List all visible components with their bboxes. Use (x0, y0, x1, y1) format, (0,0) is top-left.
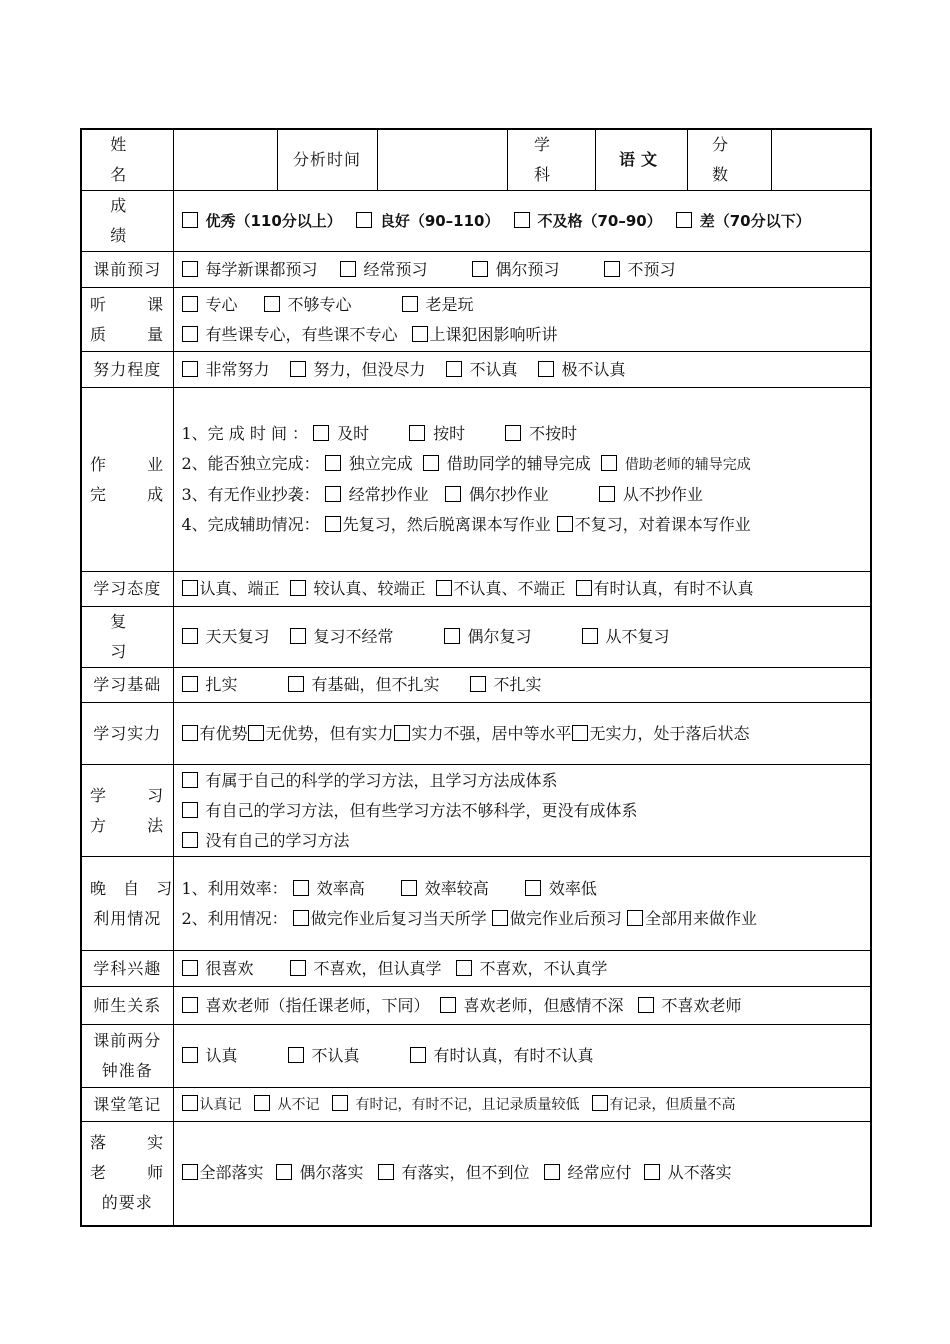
review-option[interactable]: 偶尔复习 (444, 627, 532, 646)
checkbox[interactable] (276, 1164, 292, 1180)
row-strength (81, 703, 871, 765)
evening-option[interactable]: 做完作业后复习当天所学 (293, 909, 487, 928)
homework-q1: 1、完 成 时 间 ： (181, 424, 309, 443)
evening-label: 晚 自 习 利用情况 (81, 857, 173, 951)
implement-label: 落 实 老 师 的要求 (81, 1122, 173, 1226)
effort-option[interactable]: 不认真 (446, 360, 518, 379)
checkbox[interactable] (290, 580, 306, 596)
interest-label: 学科兴趣 (81, 951, 173, 987)
row-review (81, 607, 871, 668)
two-minute-option[interactable]: 有时认真，有时不认真 (410, 1046, 594, 1065)
checkbox[interactable] (514, 212, 530, 228)
checkbox[interactable] (601, 455, 617, 471)
checkbox[interactable] (378, 1164, 394, 1180)
checkbox[interactable] (182, 212, 198, 228)
checkbox[interactable] (182, 1164, 198, 1180)
evening-q2: 2、利用情况： (181, 908, 288, 928)
grades-option[interactable]: 良好（90–110） (356, 211, 500, 230)
name-field[interactable] (173, 129, 277, 191)
notes-option[interactable]: 从不记 (254, 1094, 320, 1113)
attitude-option[interactable]: 较认真、较端正 (290, 579, 426, 598)
subject-label: 学 科 (507, 129, 595, 191)
row-interest (81, 951, 871, 987)
checkbox[interactable] (182, 960, 198, 976)
homework-q2: 2、能否独立完成： (181, 454, 320, 473)
row-implement (81, 1122, 871, 1226)
checkbox[interactable] (436, 580, 452, 596)
notes-label: 课堂笔记 (81, 1088, 173, 1122)
analysis-time-field[interactable] (377, 129, 507, 191)
checkbox[interactable] (525, 880, 541, 896)
checkbox[interactable] (325, 516, 341, 532)
checkbox[interactable] (644, 1164, 660, 1180)
attitude-option[interactable]: 认真、端正 (182, 579, 280, 598)
evening-q1: 1、利用效率： (181, 878, 288, 898)
review-option[interactable]: 天天复习 (182, 627, 270, 646)
checkbox[interactable] (288, 1047, 304, 1063)
foundation-label: 学习基础 (81, 668, 173, 703)
review-options (173, 607, 871, 668)
checkbox[interactable] (290, 628, 306, 644)
two-minute-label: 课前两分 钟准备 (81, 1025, 173, 1088)
notes-option[interactable]: 有时记，有时不记，且记录质量较低 (332, 1094, 580, 1113)
checkbox[interactable] (676, 212, 692, 228)
grades-option[interactable]: 优秀（110分以上） (182, 211, 342, 230)
attitude-options (173, 572, 871, 607)
checkbox[interactable] (182, 261, 198, 277)
checkbox[interactable] (492, 910, 508, 926)
attitude-label: 学习态度 (81, 572, 173, 607)
checkbox[interactable] (402, 296, 418, 312)
row-homework (81, 388, 871, 572)
relation-option[interactable]: 喜欢老师，但感情不深 (440, 996, 624, 1015)
checkbox[interactable] (182, 296, 198, 312)
checkbox[interactable] (182, 832, 198, 848)
listening-option[interactable]: 上课犯困影响听讲 (412, 325, 558, 344)
score-label: 分 数 (687, 129, 771, 191)
checkbox[interactable] (356, 212, 372, 228)
relation-option[interactable]: 喜欢老师（指任课老师，下同） (182, 996, 430, 1015)
checkbox[interactable] (410, 1047, 426, 1063)
evaluation-table (80, 128, 872, 1227)
analysis-time-label: 分析时间 (277, 129, 377, 191)
review-option[interactable]: 从不复习 (582, 627, 670, 646)
review-option[interactable]: 复习不经常 (290, 627, 394, 646)
interest-options (173, 951, 871, 987)
interest-option[interactable]: 不喜欢，不认真学 (456, 959, 608, 978)
implement-option[interactable]: 有落实，但不到位 (378, 1163, 530, 1182)
row-listening (81, 288, 871, 352)
homework-option[interactable]: 独立完成 (325, 454, 413, 473)
checkbox[interactable] (248, 725, 264, 741)
checkbox[interactable] (440, 997, 456, 1013)
preview-option[interactable]: 经常预习 (340, 260, 428, 279)
evening-option[interactable]: 效率较高 (401, 879, 489, 898)
interest-option[interactable]: 很喜欢 (182, 959, 254, 978)
grades-label: 成 绩 (81, 191, 173, 252)
attitude-option[interactable]: 不认真、不端正 (436, 579, 566, 598)
checkbox[interactable] (604, 261, 620, 277)
listening-option[interactable]: 老是玩 (402, 295, 474, 314)
checkbox[interactable] (325, 486, 341, 502)
homework-option[interactable]: 先复习，然后脱离课本写作业 (325, 515, 551, 534)
strength-option[interactable]: 实力不强，居中等水平 (394, 724, 572, 743)
checkbox[interactable] (592, 1095, 608, 1111)
checkbox[interactable] (505, 425, 521, 441)
checkbox[interactable] (254, 1095, 270, 1111)
checkbox[interactable] (582, 628, 598, 644)
relation-options (173, 987, 871, 1025)
checkbox[interactable] (409, 425, 425, 441)
strength-options (173, 703, 871, 765)
checkbox[interactable] (544, 1164, 560, 1180)
method-option[interactable]: 有属于自己的科学的学习方法，且学习方法成体系 (182, 766, 863, 796)
listening-option[interactable]: 不够专心 (264, 295, 352, 314)
grades-options (173, 191, 871, 252)
checkbox[interactable] (293, 910, 309, 926)
strength-option[interactable]: 无实力，处于落后状态 (572, 724, 750, 743)
checkbox[interactable] (599, 486, 615, 502)
method-option[interactable]: 没有自己的学习方法 (182, 826, 863, 856)
evening-option[interactable]: 全部用来做作业 (627, 909, 757, 928)
preview-options (173, 252, 871, 288)
checkbox[interactable] (456, 960, 472, 976)
evening-option[interactable]: 效率低 (525, 879, 597, 898)
foundation-options (173, 668, 871, 703)
checkbox[interactable] (576, 580, 592, 596)
subject-value: 语文 (595, 129, 687, 191)
checkbox[interactable] (293, 880, 309, 896)
listening-options (173, 288, 871, 352)
effort-label: 努力程度 (81, 352, 173, 388)
checkbox[interactable] (572, 725, 588, 741)
review-label: 复 习 (81, 607, 173, 668)
row-preview (81, 252, 871, 288)
checkbox[interactable] (401, 880, 417, 896)
homework-label: 作 业 完 成 (81, 388, 173, 572)
grades-option[interactable]: 不及格（70–90） (514, 211, 662, 230)
listening-option[interactable]: 专心 (182, 295, 238, 314)
checkbox[interactable] (182, 725, 198, 741)
method-option[interactable]: 有自己的学习方法，但有些学习方法不够科学，更没有成体系 (182, 796, 863, 826)
preview-option[interactable]: 偶尔预习 (472, 260, 560, 279)
checkbox[interactable] (313, 425, 329, 441)
attitude-option[interactable]: 有时认真，有时不认真 (576, 579, 754, 598)
checkbox[interactable] (445, 486, 461, 502)
homework-q4: 4、完成辅助情况： (181, 515, 320, 534)
notes-option[interactable]: 认真记 (182, 1094, 242, 1113)
checkbox[interactable] (423, 455, 439, 471)
row-effort (81, 352, 871, 388)
notes-option[interactable]: 有记录，但质量不高 (592, 1094, 736, 1113)
strength-option[interactable]: 无优势，但有实力 (248, 724, 394, 743)
grades-option[interactable]: 差（70分以下） (676, 211, 811, 230)
implement-options (173, 1122, 871, 1226)
checkbox[interactable] (182, 676, 198, 692)
implement-option[interactable]: 从不落实 (644, 1163, 732, 1182)
row-notes (81, 1088, 871, 1122)
checkbox[interactable] (182, 361, 198, 377)
header-row (81, 129, 871, 191)
evening-option[interactable]: 效率高 (293, 879, 365, 898)
checkbox[interactable] (446, 361, 462, 377)
checkbox[interactable] (444, 628, 460, 644)
listening-label: 听 课 质 量 (81, 288, 173, 352)
implement-option[interactable]: 全部落实 (182, 1163, 264, 1182)
homework-option[interactable]: 借助同学的辅导完成 (423, 454, 591, 473)
checkbox[interactable] (182, 1047, 198, 1063)
implement-option[interactable]: 偶尔落实 (276, 1163, 364, 1182)
checkbox[interactable] (182, 326, 198, 342)
checkbox[interactable] (638, 997, 654, 1013)
notes-options (173, 1088, 871, 1122)
homework-q3: 3、有无作业抄袭： (181, 485, 320, 504)
checkbox[interactable] (264, 296, 280, 312)
effort-options (173, 352, 871, 388)
strength-option[interactable]: 有优势 (182, 724, 248, 743)
checkbox[interactable] (182, 628, 198, 644)
effort-option[interactable]: 非常努力 (182, 360, 270, 379)
homework-option[interactable]: 偶尔抄作业 (445, 485, 549, 504)
homework-option[interactable]: 按时 (409, 424, 465, 443)
preview-label: 课前预习 (81, 252, 173, 288)
relation-option[interactable]: 不喜欢老师 (638, 996, 742, 1015)
two-minute-options (173, 1025, 871, 1088)
checkbox[interactable] (182, 580, 198, 596)
row-two-minute (81, 1025, 871, 1088)
checkbox[interactable] (412, 326, 428, 342)
homework-options (173, 388, 871, 572)
foundation-option[interactable]: 有基础，但不扎实 (288, 675, 440, 694)
checkbox[interactable] (182, 802, 198, 818)
checkbox[interactable] (288, 676, 304, 692)
preview-option[interactable]: 每学新课都预习 (182, 260, 318, 279)
checkbox[interactable] (472, 261, 488, 277)
implement-option[interactable]: 经常应付 (544, 1163, 632, 1182)
homework-option[interactable]: 不复习，对着课本写作业 (557, 515, 751, 534)
score-field[interactable] (771, 129, 871, 191)
homework-option[interactable]: 借助老师的辅导完成 (601, 454, 751, 473)
foundation-option[interactable]: 不扎实 (470, 675, 542, 694)
two-minute-option[interactable]: 认真 (182, 1046, 238, 1065)
checkbox[interactable] (182, 1095, 198, 1111)
checkbox[interactable] (470, 676, 486, 692)
evening-options (173, 857, 871, 951)
preview-option[interactable]: 不预习 (604, 260, 676, 279)
checkbox[interactable] (394, 725, 410, 741)
checkbox[interactable] (182, 772, 198, 788)
homework-option[interactable]: 从不抄作业 (599, 485, 703, 504)
row-attitude (81, 572, 871, 607)
two-minute-option[interactable]: 不认真 (288, 1046, 360, 1065)
row-grades (81, 191, 871, 252)
method-label: 学 习 方 法 (81, 765, 173, 857)
homework-option[interactable]: 及时 (313, 424, 369, 443)
strength-label: 学习实力 (81, 703, 173, 765)
homework-option[interactable]: 经常抄作业 (325, 485, 429, 504)
checkbox[interactable] (182, 997, 198, 1013)
evaluation-form (80, 128, 870, 1227)
foundation-option[interactable]: 扎实 (182, 675, 238, 694)
interest-option[interactable]: 不喜欢，但认真学 (290, 959, 442, 978)
method-options (173, 765, 871, 857)
row-evening (81, 857, 871, 951)
checkbox[interactable] (538, 361, 554, 377)
checkbox[interactable] (627, 910, 643, 926)
listening-option[interactable]: 有些课专心，有些课不专心 (182, 325, 398, 344)
row-relation (81, 987, 871, 1025)
evening-option[interactable]: 做完作业后预习 (492, 909, 622, 928)
checkbox[interactable] (340, 261, 356, 277)
effort-option[interactable]: 努力，但没尽力 (290, 360, 426, 379)
row-method (81, 765, 871, 857)
checkbox[interactable] (325, 455, 341, 471)
checkbox[interactable] (290, 361, 306, 377)
row-foundation (81, 668, 871, 703)
effort-option[interactable]: 极不认真 (538, 360, 626, 379)
checkbox[interactable] (290, 960, 306, 976)
relation-label: 师生关系 (81, 987, 173, 1025)
homework-option[interactable]: 不按时 (505, 424, 577, 443)
checkbox[interactable] (332, 1095, 348, 1111)
checkbox[interactable] (557, 516, 573, 532)
name-label: 姓 名 (81, 129, 173, 191)
